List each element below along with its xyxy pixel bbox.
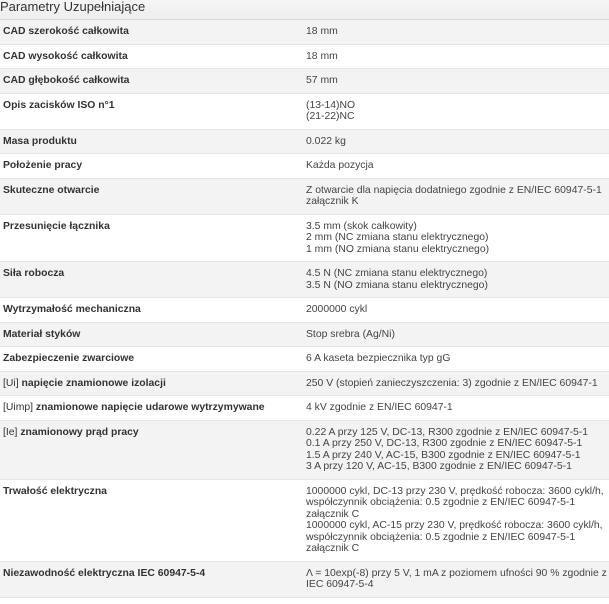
parameter-name-cell	[0, 154, 302, 179]
parameter-value: 0.22 A przy 125 V, DC-13, R300 zgodnie z EN/IEC 60947-5-1	[306, 426, 589, 438]
parameter-name: Skuteczne otwarcie	[3, 184, 100, 196]
parameter-value: 2 mm (NC zmiana stanu elektrycznego)	[306, 232, 489, 243]
parameter-value-cell	[302, 298, 609, 323]
parameter-value: 57 mm	[306, 75, 338, 86]
parameter-value-cell	[302, 44, 609, 69]
table-row	[0, 44, 609, 69]
parameter-name: znamionowy prąd pracy	[20, 426, 139, 438]
parameter-value: Każda pozycja	[306, 160, 374, 171]
parameter-name: CAD głębokość całkowita	[3, 75, 130, 86]
parameter-name-cell	[0, 420, 302, 479]
parameter-name-cell	[0, 347, 302, 372]
table-row	[0, 371, 609, 396]
parameter-value: 2000000 cykl	[306, 304, 368, 315]
parameter-name-cell	[0, 69, 302, 94]
parameter-value: 3.5 mm (skok całkowity)	[306, 220, 417, 232]
parameter-name-cell	[0, 262, 302, 298]
parameter-name-cell	[0, 322, 302, 347]
parameter-name-cell	[0, 129, 302, 154]
parameter-name-cell	[0, 178, 302, 214]
parameter-name: znamionowe napięcie udarowe wytrzymywane	[35, 402, 265, 413]
parameter-value: 1 mm (NO zmiana stanu elektrycznego)	[306, 243, 490, 255]
parameters-table	[0, 20, 609, 598]
parameter-value-cell	[302, 262, 609, 298]
parameter-value: Stop srebra (Ag/Ni)	[306, 328, 395, 340]
parameter-name-cell	[0, 298, 302, 323]
table-row	[0, 129, 609, 154]
table-row	[0, 420, 609, 479]
parameter-value-cell	[302, 561, 609, 597]
parameter-value-cell	[302, 214, 609, 262]
parameter-value-cell	[302, 371, 609, 396]
parameter-name: Niezawodność elektryczna IEC 60947-5-4	[3, 567, 206, 579]
parameter-value: 0.1 A przy 250 V, DC-13, R300 zgodnie z EN/IEC 60947-5-1	[306, 438, 583, 449]
parameter-name: Materiał styków	[3, 328, 81, 340]
parameter-name-cell	[0, 561, 302, 597]
parameter-value-cell	[302, 322, 609, 347]
parameter-value-cell	[302, 178, 609, 214]
parameter-name: Trwałość elektryczna	[3, 485, 107, 497]
parameter-value: 0.022 kg	[306, 135, 346, 147]
parameter-name: Opis zacisków ISO n°1	[3, 99, 115, 111]
parameter-name: Zabezpieczenie zwarciowe	[3, 353, 135, 364]
parameter-name: CAD wysokość całkowita	[3, 50, 128, 62]
table-row	[0, 93, 609, 129]
parameter-value: Z otwarcie dla napięcia dodatniego zgodnie z EN/IEC 60947-5-1 załącznik K	[306, 184, 602, 207]
table-row	[0, 154, 609, 179]
parameter-value: (21-22)NC	[306, 111, 355, 122]
table-row	[0, 479, 609, 561]
parameter-name-cell	[0, 20, 302, 44]
table-row	[0, 396, 609, 421]
parameter-value: 250 V (stopień zanieczyszczenia: 3) zgodnie z EN/IEC 60947-1	[306, 377, 598, 389]
table-row	[0, 561, 609, 597]
parameter-name: Przesunięcie łącznika	[3, 220, 110, 232]
parameter-name: napięcie znamionowe izolacji	[21, 377, 166, 389]
table-row	[0, 347, 609, 372]
parameter-value-cell	[302, 347, 609, 372]
parameter-name: Siła robocza	[3, 268, 65, 279]
parameter-name-cell	[0, 93, 302, 129]
parameter-value: 1000000 cykl, AC-15 przy 230 V, prędkość robocza: 3600 cykl/h, współczynnik obciążenia: 0.5 zgodnie z EN/IEC 60947-5-1 załącznik C	[306, 520, 603, 554]
table-row	[0, 69, 609, 94]
parameter-value-cell	[302, 129, 609, 154]
parameter-value: 18 mm	[306, 26, 338, 37]
parameter-value: 18 mm	[306, 50, 338, 62]
parameter-value-cell	[302, 420, 609, 479]
parameter-value: 4 kV zgodnie z EN/IEC 60947-1	[306, 402, 453, 413]
parameter-name-cell	[0, 396, 302, 421]
parameter-value: 1.5 A przy 240 V, AC-15, B300 zgodnie z EN/IEC 60947-5-1	[306, 449, 581, 461]
parameter-value: 4.5 N (NC zmiana stanu elektrycznego)	[306, 268, 488, 279]
parameter-value: 3.5 N (NO zmiana stanu elektrycznego)	[306, 279, 488, 291]
parameter-name: Masa produktu	[3, 135, 77, 147]
parameter-symbol: [Uimp]	[3, 402, 34, 413]
parameter-value-cell	[302, 20, 609, 44]
parameter-value: Λ = 10exp(-8) przy 5 V, 1 mA z poziomem ufności 90 % zgodnie z IEC 60947-5-4	[306, 567, 607, 590]
parameter-value-cell	[302, 479, 609, 561]
parameter-value-cell	[302, 69, 609, 94]
parameter-name-cell	[0, 214, 302, 262]
parameter-name: Położenie pracy	[3, 160, 83, 171]
table-row	[0, 178, 609, 214]
parameter-name-cell	[0, 479, 302, 561]
parameter-value: 6 A kaseta bezpiecznika typ gG	[306, 353, 451, 364]
parameters-table-body	[0, 20, 609, 597]
parameter-name-cell	[0, 371, 302, 396]
parameter-value-cell	[302, 396, 609, 421]
parameter-name: CAD szerokość całkowita	[3, 26, 129, 37]
parameter-value: (13-14)NO	[306, 99, 356, 111]
parameter-value: 1000000 cykl, DC-13 przy 230 V, prędkość robocza: 3600 cykl/h, współczynnik obciążenia: 0.5 zgodnie z EN/IEC 60947-5-1 załącznik C	[306, 485, 604, 520]
parameter-symbol: [Ui]	[3, 377, 19, 389]
table-row	[0, 214, 609, 262]
parameter-symbol: [Ie]	[3, 426, 18, 438]
parameter-value-cell	[302, 154, 609, 179]
parameter-name-cell	[0, 44, 302, 69]
table-row	[0, 20, 609, 44]
table-row	[0, 322, 609, 347]
parameter-name: Wytrzymałość mechaniczna	[3, 304, 141, 315]
table-row	[0, 298, 609, 323]
parameter-value-cell	[302, 93, 609, 129]
section-title: Parametry Uzupełniające	[0, 0, 609, 20]
table-row	[0, 262, 609, 298]
parameter-value: 3 A przy 120 V, AC-15, B300 zgodnie z EN/IEC 60947-5-1	[306, 461, 572, 472]
